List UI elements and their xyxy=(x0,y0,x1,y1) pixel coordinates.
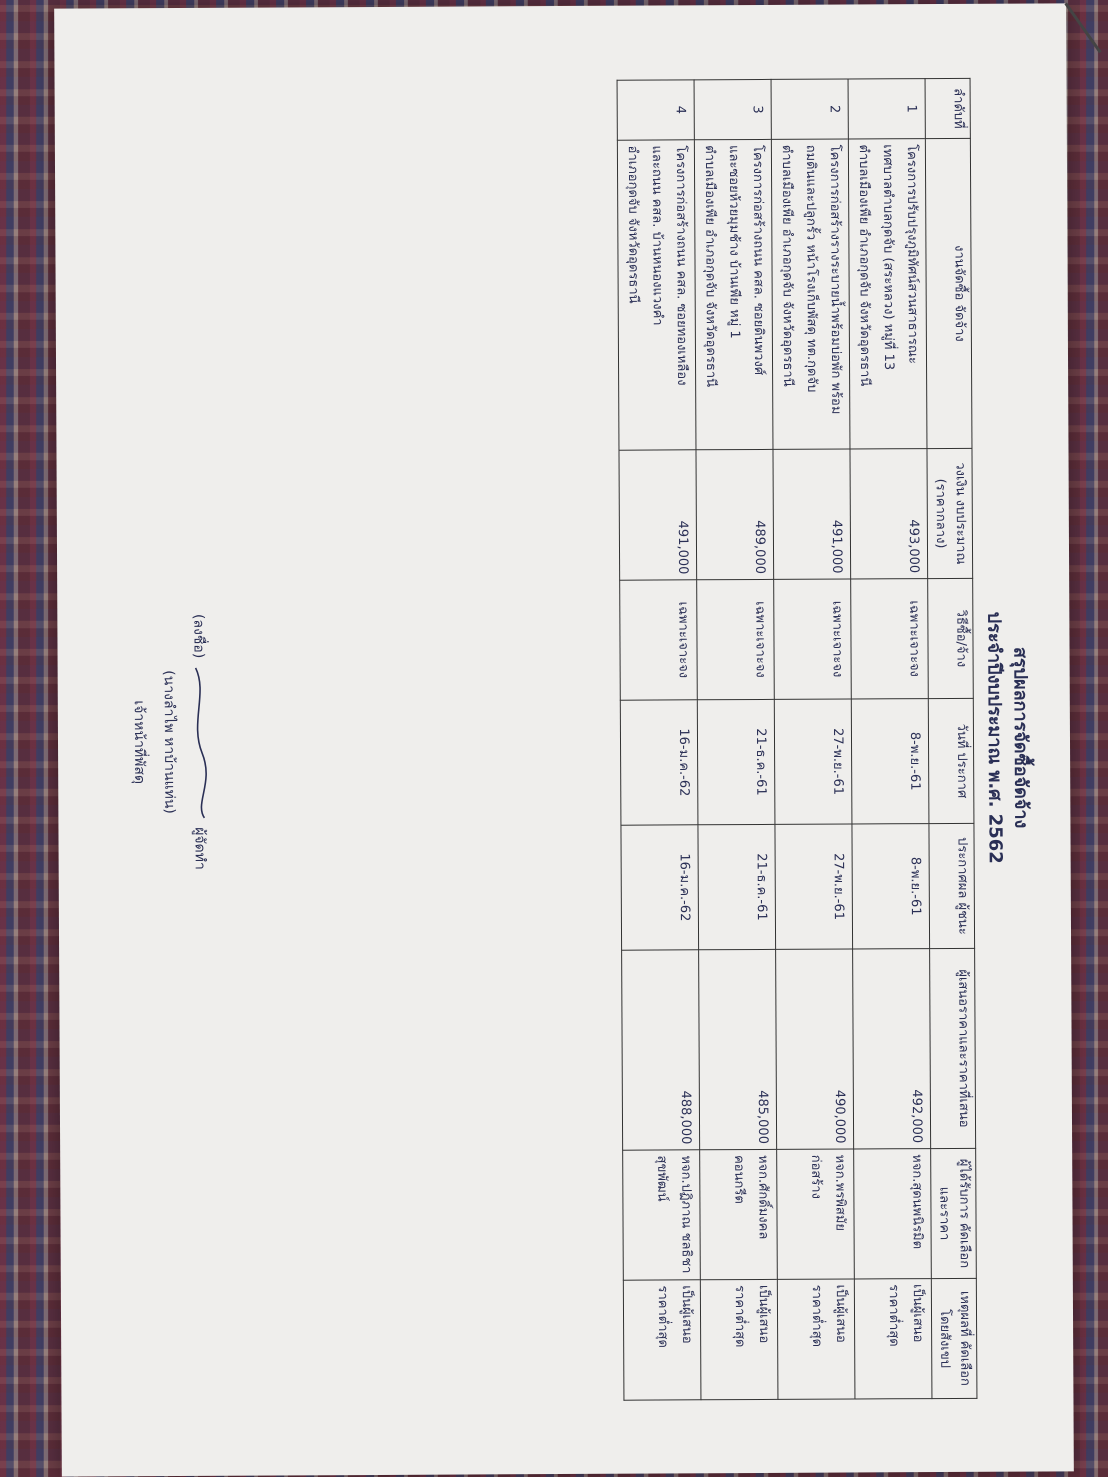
announce-date-line: 16-ม.ค.-62 xyxy=(675,728,692,797)
selection-reason xyxy=(623,1280,701,1400)
header-no: ลำดับที่ xyxy=(925,78,970,138)
project-name xyxy=(771,139,850,449)
result-date-line xyxy=(623,831,648,945)
selection-reason-line: ราคาต่ำสุด xyxy=(885,1284,902,1347)
project-name xyxy=(694,139,773,449)
header-row xyxy=(925,78,977,1398)
project-name-line: และถนน คสล. บ้านหนองแวงคำ xyxy=(648,145,665,326)
header-budget: วงเงิน งบประมาณ (ราคากลาง) xyxy=(927,448,973,578)
announce-date xyxy=(697,699,775,824)
selection-reason xyxy=(700,1279,778,1399)
header-reason: เหตุผลที่ คัดเลือก โดยสังเขป xyxy=(931,1278,977,1398)
row-number xyxy=(694,79,771,139)
selection-reason-line: เป็นผู้เสนอ xyxy=(909,1284,926,1343)
budget-value xyxy=(850,449,928,579)
winner-name-line: ก่อสร้าง xyxy=(808,1154,824,1199)
budget-value-line xyxy=(800,455,825,574)
result-date-line xyxy=(647,830,672,944)
method-value-line xyxy=(622,586,647,695)
bid-price-line xyxy=(701,955,726,1144)
table-row xyxy=(617,80,701,1400)
row-number-line xyxy=(697,85,721,134)
method-value xyxy=(620,580,698,700)
result-date xyxy=(698,824,776,949)
selection-reason xyxy=(777,1279,855,1399)
signature-block xyxy=(120,42,217,1442)
winner-name-line xyxy=(702,1155,727,1274)
method-value-line xyxy=(800,585,825,694)
announce-date-line xyxy=(801,705,826,819)
project-name xyxy=(848,139,927,449)
header-project: งานจัดซื้อ จัดจ้าง xyxy=(925,138,972,448)
budget-value-line: 491,000 xyxy=(674,520,691,575)
document-title: สรุปผลการจัดซื้อจัดจ้าง xyxy=(1009,646,1032,829)
signer-name: (นางลำไพ หาบ้านแท่น) xyxy=(160,670,178,814)
announce-date xyxy=(620,700,698,825)
winner-name-line: หจก.ศักดิ์มงคล xyxy=(755,1154,771,1240)
method-value xyxy=(774,579,852,699)
budget-value-line: 493,000 xyxy=(905,519,922,574)
bid-price-line xyxy=(624,956,649,1145)
result-date-line xyxy=(777,830,802,944)
result-date-line xyxy=(700,830,725,944)
project-name-line: โครงการก่อสร้างถนน คสล. ซอยทองเหลือง xyxy=(672,145,690,386)
row-number-line: 4 xyxy=(672,105,688,115)
sign-prefix: (ลงชื่อ) xyxy=(190,613,207,659)
method-value-line xyxy=(699,585,724,694)
row-number-line xyxy=(644,85,668,134)
winner-name-line: หจก.สุดนพนิรมิต xyxy=(909,1154,925,1250)
selection-reason-line xyxy=(780,1285,805,1394)
result-date-line xyxy=(854,829,879,943)
row-number xyxy=(848,79,925,139)
header-result-date: ประกาศผล ผู้ชนะ xyxy=(929,823,975,948)
method-value-line xyxy=(646,585,671,694)
announce-date-line: 21-ธ.ค.-61 xyxy=(752,728,769,796)
sign-suffix: ผู้จัดทำ xyxy=(191,827,208,870)
project-name-line: โครงการก่อสร้างรางระบายน้ำพร้อมบ่อพัก พร้อม xyxy=(826,144,844,415)
result-date xyxy=(852,824,930,949)
bid-price-line: 485,000 xyxy=(754,1090,771,1145)
bid-price-line: 492,000 xyxy=(908,1089,925,1144)
project-name xyxy=(617,140,696,450)
budget-value-line: 491,000 xyxy=(828,519,845,574)
method-value-line xyxy=(776,585,801,694)
method-value-line: เฉพาะเจาะจง xyxy=(829,600,845,678)
row-number-line xyxy=(798,85,822,134)
announce-date-line: 27-พ.ย.-61 xyxy=(829,728,846,796)
bid-price-line xyxy=(648,955,673,1144)
budget-value xyxy=(773,449,851,579)
project-name-line: อำเภอกุดจับ จังหวัดอุดรธานี xyxy=(624,145,641,304)
announce-date-line xyxy=(777,705,802,819)
row-number-line xyxy=(875,84,899,133)
project-name-line: ตำบลเมืองเพีย อำเภอกุดจับ จังหวัดอุดรธานี xyxy=(701,145,719,388)
selection-reason-line xyxy=(626,1286,651,1395)
selection-reason-line xyxy=(703,1285,728,1394)
row-number xyxy=(771,79,848,139)
budget-value-line xyxy=(622,456,647,575)
announce-date-line: 8-พ.ย.-61 xyxy=(906,731,923,791)
bid-price-line xyxy=(879,954,904,1143)
bid-price-line xyxy=(778,955,803,1144)
selection-reason xyxy=(854,1279,932,1399)
pen-mark xyxy=(1064,2,1101,53)
header-winner: ผู้ได้รับการ คัดเลือกและราคา xyxy=(931,1148,977,1278)
bid-price-line: 490,000 xyxy=(831,1089,848,1144)
row-number-line xyxy=(721,85,745,134)
result-date-line: 21-ธ.ค.-61 xyxy=(753,853,769,921)
budget-value-line xyxy=(723,455,748,574)
method-value-line xyxy=(877,584,902,693)
document-subtitle: ประจำปีงบประมาณ พ.ศ. 2562 xyxy=(983,611,1006,864)
budget-value-line xyxy=(699,455,724,574)
table-row xyxy=(694,79,778,1399)
row-number-line xyxy=(620,86,644,135)
winner-name-line: หจก.ปฏิภาณ ชลธิชา xyxy=(678,1155,694,1274)
announce-date xyxy=(851,699,929,824)
winner-name-line xyxy=(779,1155,804,1274)
row-number-line: 3 xyxy=(749,105,765,114)
header-bidders: ผู้เสนอราคาและราคาที่เสนอ xyxy=(930,948,976,1148)
project-name-line: เทศบาลตำบลกุดจับ (สระหลวง) หมู่ที่ 13 xyxy=(879,144,897,371)
bid-price xyxy=(776,949,854,1149)
winner-name-line xyxy=(625,1156,650,1275)
method-value-line: เฉพาะเจาะจง xyxy=(906,600,922,677)
result-date-line: 8-พ.ย.-61 xyxy=(907,856,923,916)
result-date xyxy=(621,825,699,950)
row-number-line xyxy=(774,85,798,134)
announce-date-line xyxy=(647,705,672,819)
winner-name-line: สุขพัฒน์ xyxy=(654,1155,670,1202)
announce-date-line xyxy=(724,705,749,819)
signature-scribble xyxy=(188,663,211,823)
selection-reason-line: เป็นผู้เสนอ xyxy=(755,1284,772,1344)
result-date xyxy=(775,824,853,949)
project-name-line: ถมดินและปลูกรั้ว หน้าโรงเก็บพัสดุ ทต.กุดจับ xyxy=(802,144,820,393)
selection-reason-line: ราคาต่ำสุด xyxy=(731,1285,748,1348)
budget-value xyxy=(619,450,697,580)
announce-date-line xyxy=(623,706,648,820)
row-number-line: 2 xyxy=(826,104,842,114)
project-name-line: ตำบลเมืองเพีย อำเภอกุดจับ จังหวัดอุดรธานี xyxy=(778,144,796,387)
bid-price-line xyxy=(725,955,750,1144)
selection-reason-line: เป็นผู้เสนอ xyxy=(678,1285,695,1344)
winner-name xyxy=(623,1150,701,1280)
selection-reason-line: เป็นผู้เสนอ xyxy=(832,1284,849,1343)
budget-value-line xyxy=(646,455,671,574)
selection-reason-line: ราคาต่ำสุด xyxy=(654,1285,671,1348)
announce-date-line xyxy=(700,705,725,819)
row-number xyxy=(617,80,694,140)
result-date-line xyxy=(724,830,749,944)
row-number-line: 1 xyxy=(903,104,919,113)
winner-name xyxy=(854,1149,932,1279)
bid-price xyxy=(853,949,931,1149)
result-date-line: 16-ม.ค.-62 xyxy=(676,853,692,922)
method-value xyxy=(851,579,929,699)
budget-value-line: 489,000 xyxy=(751,520,768,575)
bid-price-line: 488,000 xyxy=(677,1090,694,1145)
selection-reason-line: ราคาต่ำสุด xyxy=(808,1284,825,1348)
result-date-line: 27-พ.ย.-61 xyxy=(830,853,846,921)
table-row xyxy=(848,79,932,1399)
result-date-line xyxy=(878,829,903,943)
bid-price-line xyxy=(855,954,880,1143)
bid-price-line xyxy=(802,955,827,1144)
method-value xyxy=(697,579,775,699)
announce-date xyxy=(774,699,852,824)
rotated-document xyxy=(80,37,1047,1442)
budget-value-line xyxy=(853,454,878,573)
project-name-line: และซอยห้วยมุมช้าง บ้านเพีย หมู่ 1 xyxy=(725,145,742,339)
project-name-line: โครงการก่อสร้างถนน คสล. ซอยดินพวงศ์ xyxy=(749,144,767,376)
project-name-line: โครงการปรับปรุงภูมิทัศน์สวนสาธารณะ xyxy=(903,144,921,364)
winner-name-line xyxy=(856,1154,881,1273)
budget-value-line xyxy=(877,454,902,573)
bid-price xyxy=(622,950,700,1150)
budget-value-line xyxy=(776,455,801,574)
winner-name-line: หจก.พรพิสมัย xyxy=(832,1154,848,1232)
winner-name-line: คอนกรีต xyxy=(731,1155,747,1204)
paper-sheet xyxy=(54,3,1074,1476)
table-row xyxy=(771,79,855,1399)
method-value-line xyxy=(723,585,748,694)
winner-name xyxy=(700,1149,778,1279)
result-date-line xyxy=(801,830,826,944)
header-announce-date: วันที่ ประกาศ xyxy=(928,698,974,823)
bid-price xyxy=(699,949,777,1149)
budget-value xyxy=(696,449,774,579)
method-value-line: เฉพาะเจาะจง xyxy=(675,601,691,679)
method-value-line: เฉพาะเจาะจง xyxy=(752,601,768,678)
header-method: วิธีซื้อ/จ้าง xyxy=(928,578,974,698)
announce-date-line xyxy=(854,704,879,818)
row-number-line xyxy=(851,84,875,133)
winner-name-line xyxy=(880,1154,905,1273)
signer-position: เจ้าหน้าที่พัสดุ xyxy=(130,700,148,785)
announce-date-line xyxy=(878,704,903,818)
method-value-line xyxy=(853,584,878,693)
procurement-table xyxy=(617,78,978,1401)
project-name-line: ตำบลเมืองเพีย อำเภอกุดจับ จังหวัดอุดรธานี xyxy=(855,144,873,387)
selection-reason-line xyxy=(857,1284,882,1393)
winner-name xyxy=(777,1149,855,1279)
